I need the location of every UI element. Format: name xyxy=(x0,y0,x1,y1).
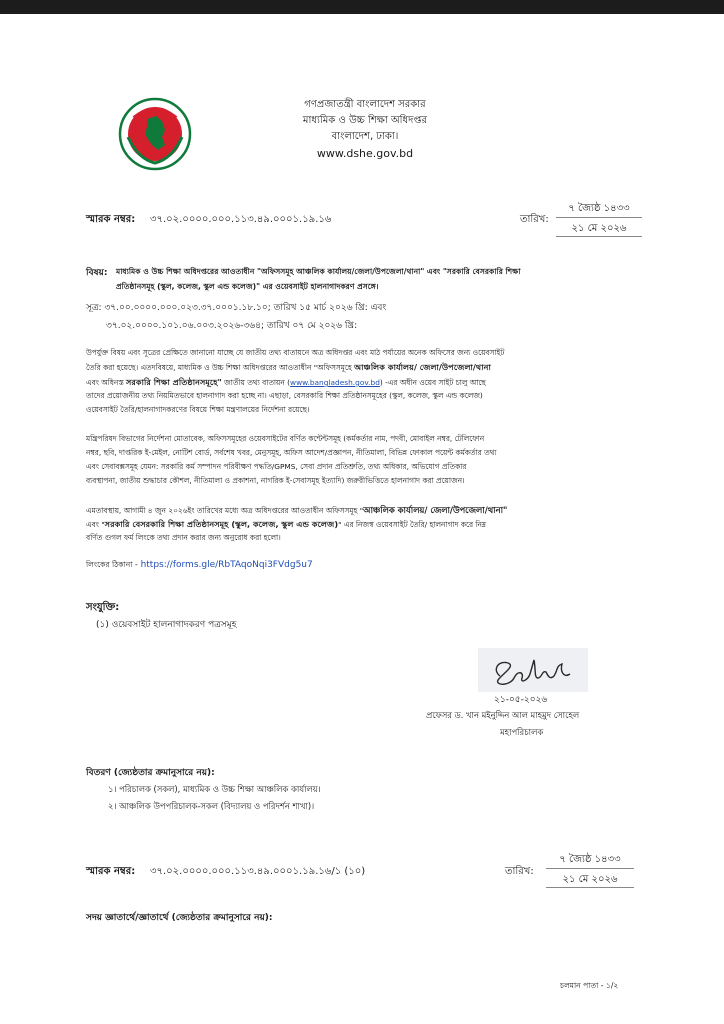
para1-line-3-a: এবং অধিনস্ত xyxy=(86,378,124,387)
signature-date: ২১-০৫-২০২৬ xyxy=(494,695,548,705)
signature-scribble xyxy=(478,648,588,692)
google-form-link[interactable]: https://forms.gle/RbTAqoNqi3FVdg5u7 xyxy=(140,560,313,570)
distribution-item: ২। আঞ্চলিক উপপরিচালক-সকল (বিদ্যালয় ও পরিদর্শন শাখা)। xyxy=(108,801,315,811)
screen-top-bar xyxy=(0,0,724,14)
distribution-item: ১। পরিচালক (সকল), মাধ্যমিক ও উচ্চ শিক্ষা আঞ্চলিক কার্যালয়। xyxy=(108,784,321,794)
subject-label: বিষয়: xyxy=(86,268,108,278)
para3-line-2-a: এবং " xyxy=(86,520,105,529)
reference-line-1: সূত্র: ৩৭.০০.০০০০.০০০.০২৩.৩৭.০০০১.১৮.১০; তারিখ ১৫ মার্চ ২০২৬ খ্রি: এবং xyxy=(86,303,387,313)
para3-line-1 xyxy=(86,504,507,518)
para1-line-4: তাদের প্রয়োজনীয় তথ্য নিয়মিতভাবে হালনাগাদ করা হচ্ছে না। এছাড়া, বেসরকারি শিক্ষা প্রতিষ্ঠানসমূহের (স্কুল, কলেজ, স্কুল এন্ড কলেজ) xyxy=(86,391,483,400)
signatory-name: প্রফেসর ড. খান মইনুদ্দিন আল মাহমুদ সোহেল xyxy=(426,710,580,720)
government-logo xyxy=(118,97,192,171)
portal-link[interactable]: www.bangladesh.gov.bd xyxy=(290,378,380,387)
memo2-number: ৩৭.০২.০০০০.০০০.১১৩.৪৯.০০০১.১৯.১৬/১ (১০) xyxy=(150,866,366,877)
subject-line-2: প্রতিষ্ঠানসমূহ (স্কুল, কলেজ, স্কুল এন্ড কলেজ)" এর ওয়েবসাইট হালনাগাদকরণ প্রসঙ্গে। xyxy=(116,282,379,291)
para1-line-3 xyxy=(86,377,486,390)
distribution-title: বিতরণ (জ্যেষ্ঠতার ক্রমানুসারে নয়): xyxy=(86,768,215,778)
para1-line-1: উপর্যুক্ত বিষয় এবং সূত্রের প্রেক্ষিতে জানানো যাচ্ছে যে জাতীয় তথ্য বাতায়নে অত্র অধিদপ্তর এবং মাঠ পর্যায়ের অনেক অফিসের জন্য ওয়েবসাইট xyxy=(86,348,505,357)
form-link-row xyxy=(86,559,313,572)
reference-line-2: ৩৭.০২.০০০০.১০১.০৬.০০৩.২০২৬-৩৬৪; তারিখ ০৭ মে ২০২৬ খ্রি: xyxy=(106,321,358,331)
para2-line-3: এবং সেবাবক্সসমূহ যেমন: সরকারি কর্ম সম্পাদন পরিবীক্ষণ পদ্ধতি/GPMS, সেবা প্রদান প্রতিশ্রুতি, তথ্য অধিকার, অভিযোগ প্রতিকার xyxy=(86,462,467,471)
subject-line-1: মাধ্যমিক ও উচ্চ শিক্ষা অধিদপ্তরের আওতাধীন "অফিসসমূহ আঞ্চলিক কার্যালয়/জেলা/উপজেলা/থানা" এবং "সরকারি বেসরকারি শিক্ষা xyxy=(116,267,521,276)
header-line-1: গণপ্রজাতন্ত্রী বাংলাদেশ সরকার xyxy=(304,99,426,110)
memo2-date-english: ২১ মে ২০২৬ xyxy=(562,874,618,885)
date-bangla: ৭ জ্যৈষ্ঠ ১৪৩৩ xyxy=(568,203,630,214)
para1-line-2-text: তৈরি করা হয়েছে। এতদবিষয়ে, মাধ্যমিক ও উচ্চ শিক্ষা অধিদপ্তরের আওতাধীন "অফিসসমূহে xyxy=(86,363,352,372)
date-divider xyxy=(556,217,642,218)
header-website[interactable]: www.dshe.gov.bd xyxy=(316,147,414,160)
para1-regional-offices: আঞ্চলিক কার্যালয়/ জেলা/উপজেলা/থানা xyxy=(354,362,491,372)
memo2-number-label: স্মারক নম্বর: xyxy=(86,866,136,877)
page-footer: চলমান পাতা - ১/২ xyxy=(560,981,619,990)
date-label: তারিখ: xyxy=(520,214,549,225)
para3-line-1-a: এমতাবস্থায়, আগামী ৪ জুন ২০২৬ইং তারিখের মধ্যে অত্র অধিদপ্তরের আওতাধীন অফিসসমূহ " xyxy=(86,506,364,515)
attachment-item: (১) ওয়েবসাইট হালনাগাদকরণ পত্রসমূহ xyxy=(96,620,237,630)
header-line-2: মাধ্যমিক ও উচ্চ শিক্ষা অধিদপ্তর xyxy=(302,115,428,126)
para3-line-2 xyxy=(86,519,486,532)
para1-line-3-b: জাতীয় তথ্য বাতায়ন ( xyxy=(224,378,291,387)
para1-line-5: ওয়েবসাইট তৈরি/হালনাগাদকরণের বিষয়ে শিক্ষা মন্ত্রণালয়ের নির্দেশনা রয়েছে। xyxy=(86,405,310,414)
para1-line-3-c: ) -এর অধীন ওয়েব সাইট চালু আছে xyxy=(379,378,486,387)
memo2-date-divider xyxy=(546,868,634,869)
form-link-label: লিংকের ঠিকানা - xyxy=(86,560,138,569)
para3-institutions: সরকারি বেসরকারি শিক্ষা প্রতিষ্ঠানসমূহ (স্কুল, কলেজ, স্কুল এন্ড কলেজ) xyxy=(104,519,339,529)
memo2-date-label: তারিখ: xyxy=(505,866,534,877)
signatory-designation: মহাপরিচালক xyxy=(500,727,544,737)
para3-line-3: বর্ণিত গুগল ফর্ম লিংকে তথ্য প্রদান করার জন্য অনুরোধ করা হলো। xyxy=(86,533,281,542)
para1-line-2 xyxy=(86,362,491,375)
para3-line-2-b: " এর নিজস্ব ওয়েবসাইট তৈরি/ হালনাগাদ করে নিম্ন xyxy=(338,520,486,529)
header-line-3: বাংলাদেশ, ঢাকা। xyxy=(331,131,399,142)
attachment-title: সংযুক্তি: xyxy=(86,602,120,613)
para2-line-2: নম্বর, ছবি, দাপ্তরিক ই-মেইল, নোটিশ বোর্ড, সর্বশেষ খবর, মেনুসমূহ, অফিস আদেশ/প্রজ্ঞাপন, নীতিমালা, বিভিন্ন ফোকাল পয়েন্ট কর্মকর্তার তথ্য xyxy=(86,448,497,457)
date-english: ২১ মে ২০২৬ xyxy=(571,223,627,234)
signature-block xyxy=(478,648,588,692)
para2-line-1: মন্ত্রিপরিষদ বিভাগের নির্দেশনা মোতাবেক, অফিসসমূহের ওয়েবসাইটের বর্ণিত কন্টেন্টসমূহ (কর্মকর্তার নাম, পদবী, মোবাইল নম্বর, টেলিফোন xyxy=(86,434,485,443)
para3-regional-offices: আঞ্চলিক কার্যালয়/ জেলা/উপজেলা/থানা" xyxy=(363,505,508,515)
memo-number-label: স্মারক নম্বর: xyxy=(86,214,136,225)
copy-title: সদয় জ্ঞাতার্থে/জ্ঞাতার্থে (জ্যেষ্ঠতার ক্রমানুসারে নয়): xyxy=(86,913,273,923)
memo2-date-underline xyxy=(546,887,634,888)
date-underline xyxy=(556,236,642,237)
para2-line-4: ব্যবস্থাপনা, জাতীয় শুদ্ধাচার কৌশল, নীতিমালা ও প্রকাশনা, নাগরিক ই-সেবাসমূহ ইত্যাদি) জরুরীভিত্তিতে হালনাগাদ করা প্রয়োজন। xyxy=(86,476,465,485)
memo-number: ৩৭.০২.০০০০.০০০.১১৩.৪৯.০০০১.১৯.১৬ xyxy=(150,214,332,225)
memo2-date-bangla: ৭ জ্যৈষ্ঠ ১৪৩৩ xyxy=(559,854,621,865)
para1-govt-institutions: সরকারি শিক্ষা প্রতিষ্ঠানসমূহে" xyxy=(126,377,222,387)
